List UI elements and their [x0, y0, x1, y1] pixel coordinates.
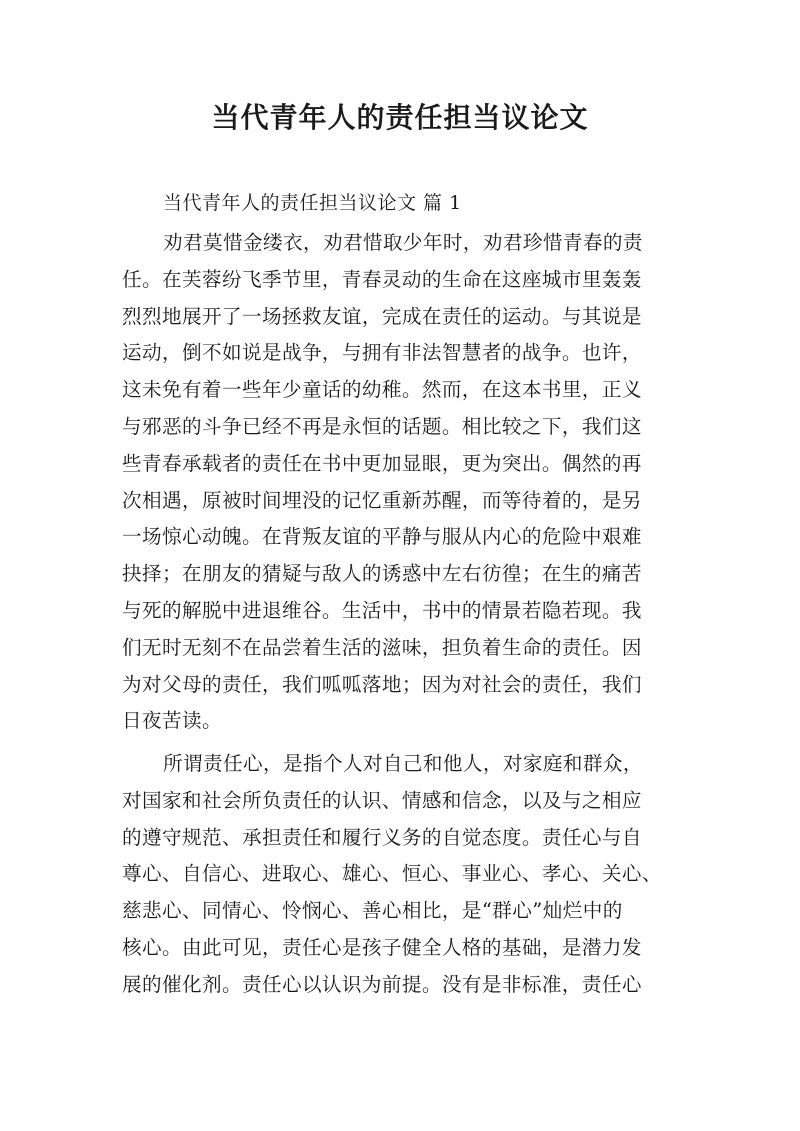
paragraph-line: 们无时无刻不在品尝着生活的滋味，担负着生命的责任。因 — [122, 635, 642, 659]
section-heading: 当代青年人的责任担当议论文 篇 1 — [163, 192, 462, 214]
paragraph-2 — [122, 746, 682, 1004]
paragraph-line: 抉择；在朋友的猜疑与敌人的诱惑中左右彷徨；在生的痛苦 — [122, 562, 642, 586]
paragraph-line: 所谓责任心，是指个人对自己和他人，对家庭和群众， — [163, 752, 643, 775]
paragraph-line: 烈烈地展开了一场拯救友谊，完成在责任的运动。与其说是 — [122, 304, 642, 328]
paragraph-line: 与死的解脱中进退维谷。生活中，书中的情景若隐若现。我 — [122, 598, 642, 622]
paragraph-line: 运动，倒不如说是战争，与拥有非法智慧者的战争。也许， — [122, 341, 642, 365]
paragraph-line: 慈悲心、同情心、怜悯心、善心相比，是“群心”灿烂中的 — [122, 899, 623, 923]
paragraph-line: 劝君莫惜金缕衣，劝君惜取少年时，劝君珍惜青春的责 — [163, 231, 643, 254]
paragraph-line: 次相遇，原被时间埋没的记忆重新苏醒，而等待着的，是另 — [122, 488, 642, 512]
paragraph-line: 尊心、自信心、进取心、雄心、恒心、事业心、孝心、关心、 — [122, 862, 662, 886]
paragraph-line: 任。在芙蓉纷飞季节里，青春灵动的生命在这座城市里轰轰 — [122, 267, 642, 291]
paragraph-1 — [122, 225, 682, 740]
document-title: 当代青年人的责任担当议论文 — [211, 101, 589, 134]
paragraph-line: 为对父母的责任，我们呱呱落地；因为对社会的责任，我们 — [122, 672, 642, 696]
paragraph-line: 核心。由此可见，责任心是孩子健全人格的基础，是潜力发 — [122, 935, 642, 959]
paragraph-line: 日夜苦读。 — [122, 709, 222, 733]
paragraph-line: 对国家和社会所负责任的认识、情感和信念，以及与之相应 — [122, 788, 642, 812]
paragraph-line: 这未免有着一些年少童话的幼稚。然而，在这本书里，正义 — [122, 378, 642, 402]
paragraph-line: 些青春承载者的责任在书中更加显眼，更为突出。偶然的再 — [122, 451, 642, 475]
paragraph-line: 与邪恶的斗争已经不再是永恒的话题。相比较之下，我们这 — [122, 414, 642, 438]
paragraph-line: 展的催化剂。责任心以认识为前提。没有是非标准，责任心 — [122, 972, 642, 996]
paragraph-line: 的遵守规范、承担责任和履行义务的自觉态度。责任心与自 — [122, 825, 642, 849]
paragraph-line: 一场惊心动魄。在背叛友谊的平静与服从内心的危险中艰难 — [122, 525, 642, 549]
